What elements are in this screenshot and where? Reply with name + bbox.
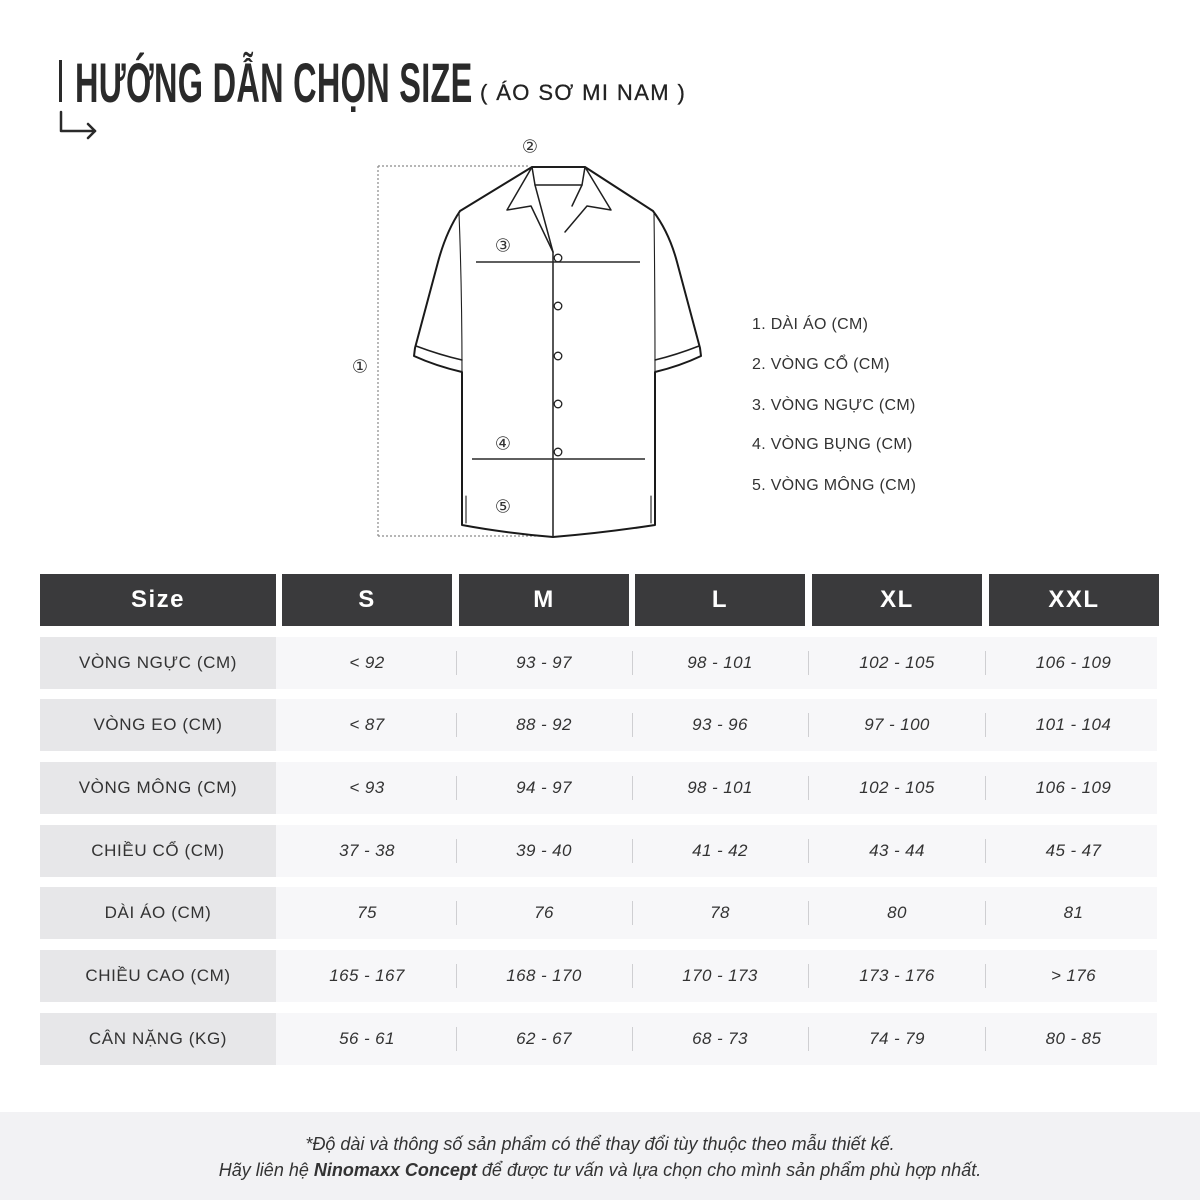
value-s: 75 <box>357 903 377 922</box>
legend-item-length: 1. DÀI ÁO (CM) <box>752 316 869 333</box>
row-label: CHIỀU CAO (CM) <box>40 950 276 1002</box>
row-weight <box>40 1013 1157 1065</box>
row-height <box>40 950 1157 1002</box>
brand-name: Ninomaxx Concept <box>313 1160 477 1180</box>
value-xxl: > 176 <box>1050 966 1096 985</box>
value-l: 98 - 101 <box>687 653 753 672</box>
value-m: 39 - 40 <box>516 841 572 860</box>
footer-contact-suffix: để được tư vấn và lựa chọn cho mình sản phẩm phù hợp nhất. <box>481 1160 982 1180</box>
value-xxl: 101 - 104 <box>1035 715 1112 734</box>
row-chest <box>40 637 1157 689</box>
value-s: < 92 <box>349 653 385 672</box>
value-xl: 173 - 176 <box>859 966 935 985</box>
row-label: VÒNG NGỰC (CM) <box>40 637 276 689</box>
legend-item-hip: 5. VÒNG MÔNG (CM) <box>752 477 917 494</box>
value-xl: 43 - 44 <box>869 841 925 860</box>
value-xxl: 106 - 109 <box>1035 778 1112 797</box>
row-hip <box>40 762 1157 814</box>
footer-contact <box>0 1159 1200 1181</box>
row-label: CHIỀU CỔ (CM) <box>40 825 276 877</box>
legend-item-belly: 4. VÒNG BỤNG (CM) <box>752 436 913 453</box>
marker-5: ⑤ <box>494 496 512 518</box>
shirt-diagram <box>340 130 720 550</box>
value-l: 170 - 173 <box>682 966 758 985</box>
value-l: 41 - 42 <box>692 841 748 860</box>
row-length <box>40 887 1157 939</box>
value-l: 68 - 73 <box>692 1029 748 1048</box>
header-m: M <box>459 574 629 626</box>
header-xl: XL <box>812 574 982 626</box>
marker-1: ① <box>351 356 369 378</box>
value-xl: 80 <box>887 903 907 922</box>
value-s: 165 - 167 <box>329 966 405 985</box>
value-xl: 97 - 100 <box>864 715 930 734</box>
legend-item-chest: 3. VÒNG NGỰC (CM) <box>752 397 916 414</box>
value-s: 37 - 38 <box>339 841 395 860</box>
value-s: < 87 <box>349 715 385 734</box>
button <box>554 400 562 408</box>
marker-4: ④ <box>494 433 512 455</box>
button <box>554 352 562 360</box>
header-s: S <box>282 574 452 626</box>
header-xxl: XXL <box>989 574 1159 626</box>
legend-item-neck: 2. VÒNG CỔ (CM) <box>752 356 890 373</box>
value-xxl: 106 - 109 <box>1035 653 1112 672</box>
footer-disclaimer: *Độ dài và thông số sản phẩm có thể thay đổi tùy thuộc theo mẫu thiết kế. <box>305 1134 895 1154</box>
value-xl: 74 - 79 <box>869 1029 925 1048</box>
value-l: 98 - 101 <box>687 778 753 797</box>
row-waist <box>40 699 1157 751</box>
header-size: Size <box>40 574 276 626</box>
row-label: VÒNG MÔNG (CM) <box>40 762 276 814</box>
value-m: 168 - 170 <box>506 966 582 985</box>
marker-3: ③ <box>494 235 512 257</box>
page-title: HƯỚNG DẪN CHỌN SIZE <box>75 51 473 114</box>
row-label: DÀI ÁO (CM) <box>40 887 276 939</box>
row-label: CÂN NẶNG (KG) <box>40 1013 276 1065</box>
value-m: 76 <box>534 903 554 922</box>
footer-note-band <box>0 1112 1200 1200</box>
value-xl: 102 - 105 <box>859 653 935 672</box>
value-xl: 102 - 105 <box>859 778 935 797</box>
button <box>554 254 562 262</box>
value-m: 93 - 97 <box>516 653 572 672</box>
page-subtitle: ( ÁO SƠ MI NAM ) <box>480 80 687 105</box>
value-xxl: 81 <box>1063 903 1084 922</box>
value-s: < 93 <box>349 778 385 797</box>
value-m: 62 - 67 <box>516 1029 572 1048</box>
value-m: 88 - 92 <box>516 715 572 734</box>
button <box>554 302 562 310</box>
value-s: 56 - 61 <box>339 1029 395 1048</box>
value-l: 93 - 96 <box>692 715 748 734</box>
return-arrow-icon <box>61 112 95 138</box>
value-xxl: 45 - 47 <box>1045 841 1102 860</box>
value-l: 78 <box>710 903 730 922</box>
marker-2: ② <box>521 136 539 158</box>
title-bar <box>59 60 62 102</box>
header-l: L <box>635 574 805 626</box>
row-neck <box>40 825 1157 877</box>
value-xxl: 80 - 85 <box>1045 1029 1102 1048</box>
value-m: 94 - 97 <box>516 778 572 797</box>
footer-contact-prefix: Hãy liên hệ <box>218 1160 309 1180</box>
row-label: VÒNG EO (CM) <box>40 699 276 751</box>
button <box>554 448 562 456</box>
